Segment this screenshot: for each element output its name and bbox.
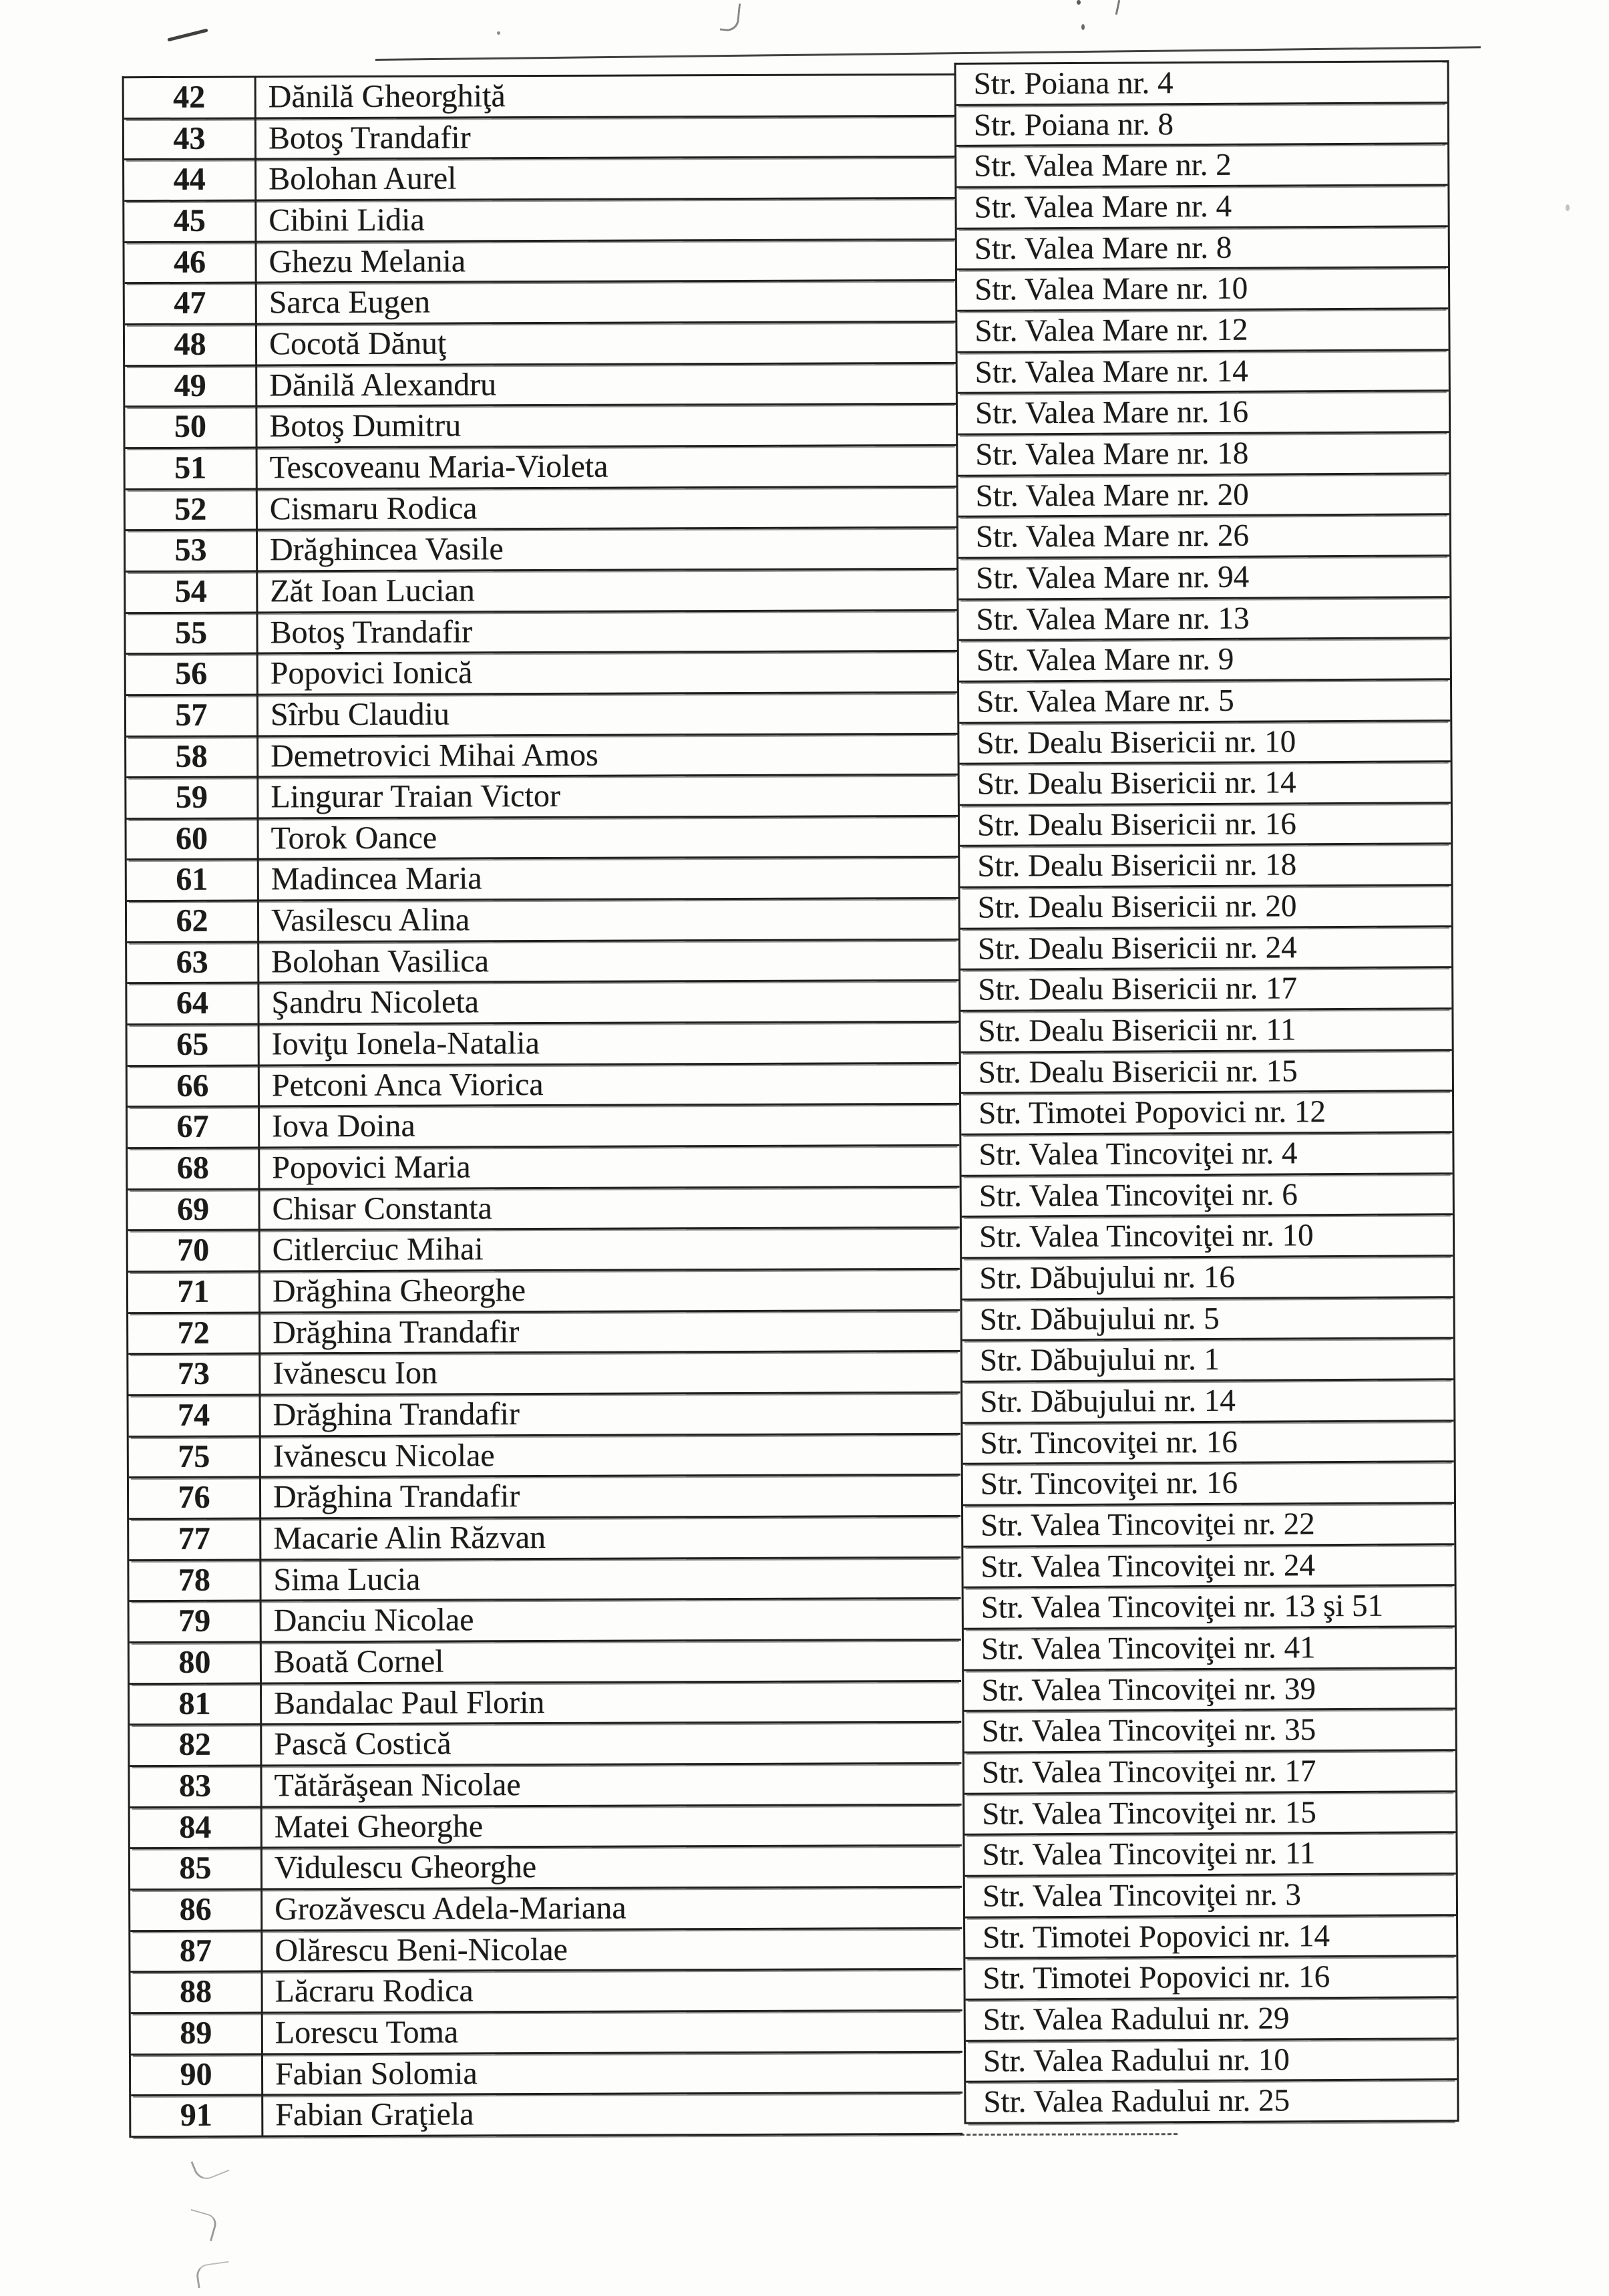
table-row: [130, 1929, 962, 1973]
person-address-cell: Str. Dealu Bisericii nr. 11: [978, 1012, 1296, 1049]
table-row-address: [959, 721, 1450, 765]
row-number-cell: 54: [126, 572, 258, 611]
person-address-cell: Str. Valea Mare nr. 16: [974, 394, 1249, 431]
table-row-address: [960, 762, 1451, 806]
table-row-address: [957, 269, 1448, 312]
scan-artifact-ghost-line: [375, 46, 1481, 61]
person-address-cell: Str. Tincoviţei nr. 16: [980, 1466, 1238, 1502]
scan-artifact-dot: [1081, 24, 1085, 30]
table-row-address: [958, 598, 1449, 641]
person-name-cell: Dănilă Gheorghiţă: [268, 78, 506, 115]
row-number-cell: 56: [126, 655, 258, 694]
person-name-cell: Ghezu Melania: [269, 243, 466, 280]
row-number-cell: 43: [124, 119, 256, 158]
row-number-cell: 57: [126, 695, 258, 735]
table-row-address: [958, 474, 1449, 518]
person-name-cell: Pască Costică: [274, 1726, 452, 1762]
table-row: [129, 1434, 960, 1478]
row-number-cell: 74: [129, 1396, 261, 1435]
person-name-cell: Bolohan Vasilica: [271, 943, 490, 980]
table-row-address: [958, 515, 1449, 558]
row-number-cell: 64: [127, 984, 259, 1023]
table-row-address: [961, 1133, 1452, 1176]
table-row: [126, 528, 957, 572]
table-row-address: [966, 1998, 1457, 2041]
table-row-address: [957, 309, 1448, 353]
person-address-cell: Str. Valea Mare nr. 94: [976, 559, 1250, 596]
scan-artifact-pencil-scribble: [190, 2150, 229, 2183]
scan-artifact-pencil-scribble: [184, 2209, 219, 2241]
person-address-cell: Str. Dăbujului nr. 14: [980, 1383, 1236, 1420]
person-address-cell: Str. Valea Tincoviţei nr. 6: [978, 1177, 1298, 1214]
person-name-cell: Lingurar Traian Victor: [271, 778, 560, 815]
row-number-cell: 68: [128, 1149, 260, 1188]
table-row: [126, 693, 958, 737]
row-number-cell: 70: [128, 1231, 260, 1271]
person-name-cell: Danciu Nicolae: [273, 1602, 474, 1639]
person-address-cell: Str. Valea Tincoviţei nr. 22: [980, 1506, 1315, 1543]
person-name-cell: Citlerciuc Mihai: [272, 1231, 484, 1268]
table-row: [124, 158, 956, 202]
table-row: [129, 1393, 960, 1438]
person-name-cell: Sima Lucia: [273, 1561, 421, 1598]
table-row: [125, 405, 956, 449]
person-name-cell: Madincea Maria: [271, 860, 482, 897]
person-name-cell: Lorescu Toma: [275, 2014, 459, 2051]
table-row-address: [957, 227, 1448, 271]
person-address-cell: Str. Tincoviţei nr. 16: [980, 1424, 1238, 1461]
person-address-cell: Str. Dăbujului nr. 1: [979, 1342, 1220, 1379]
row-number-cell: 62: [127, 902, 259, 941]
scan-artifact-dot: [1077, 0, 1081, 5]
table-row: [126, 570, 957, 614]
person-address-cell: Str. Timotei Popovici nr. 12: [978, 1094, 1326, 1132]
scan-artifact-tick: [1115, 0, 1121, 15]
table-row-address: [958, 433, 1449, 476]
roster-table-numbers-names: [122, 73, 963, 2138]
person-name-cell: Sîrbu Claudiu: [270, 696, 450, 733]
person-address-cell: Str. Timotei Popovici nr. 16: [982, 1959, 1330, 1996]
person-address-cell: Str. Valea Tincoviţei nr. 17: [981, 1754, 1316, 1790]
table-row-address: [966, 2039, 1457, 2083]
person-name-cell: Botoş Trandafir: [270, 613, 473, 650]
table-row: [127, 899, 958, 943]
table-row: [128, 1023, 959, 1067]
person-address-cell: Str. Dealu Bisericii nr. 17: [978, 971, 1298, 1008]
row-number-cell: 71: [128, 1273, 260, 1312]
person-name-cell: Drăghina Trandafir: [273, 1396, 520, 1433]
person-address-cell: Str. Dealu Bisericii nr. 10: [976, 723, 1296, 761]
table-row-address: [959, 680, 1450, 723]
person-address-cell: Str. Valea Tincoviţei nr. 10: [978, 1218, 1314, 1255]
person-address-cell: Str. Poiana nr. 4: [973, 65, 1174, 102]
person-address-cell: Str. Valea Mare nr. 18: [975, 436, 1249, 472]
table-row-address: [964, 1669, 1455, 1712]
person-address-cell: Str. Dealu Bisericii nr. 16: [976, 806, 1296, 843]
table-row: [131, 2094, 962, 2138]
table-row: [131, 1970, 962, 2014]
person-name-cell: Tătărăşean Nicolae: [274, 1767, 521, 1804]
table-row: [125, 363, 956, 407]
person-address-cell: Str. Valea Tincoviţei nr. 11: [982, 1836, 1316, 1872]
table-row: [124, 199, 956, 243]
person-address-cell: Str. Dealu Bisericii nr. 14: [976, 765, 1296, 802]
person-address-cell: Str. Valea Mare nr. 8: [974, 230, 1232, 267]
person-name-cell: Botoş Dumitru: [269, 407, 462, 444]
row-number-cell: 78: [129, 1561, 261, 1600]
person-name-cell: Botoş Trandafir: [268, 120, 471, 156]
row-number-cell: 61: [127, 860, 259, 900]
row-number-cell: 84: [130, 1808, 262, 1847]
table-row-address: [961, 1092, 1452, 1136]
person-name-cell: Drăghina Trandafir: [273, 1313, 520, 1351]
person-name-cell: Chisar Constanta: [272, 1190, 492, 1227]
row-number-cell: 66: [128, 1066, 260, 1106]
table-row-address: [959, 639, 1450, 682]
table-row: [129, 1476, 960, 1520]
person-address-cell: Str. Dealu Bisericii nr. 15: [978, 1053, 1298, 1090]
table-row: [126, 487, 957, 531]
person-name-cell: Zăt Ioan Lucian: [270, 572, 475, 609]
table-row: [128, 1228, 960, 1273]
row-number-cell: 47: [125, 284, 257, 323]
row-number-cell: 73: [128, 1355, 260, 1394]
table-row: [130, 1723, 961, 1767]
table-row: [130, 1681, 961, 1726]
table-row: [128, 1188, 959, 1232]
scan-artifact-dot: [1566, 204, 1570, 211]
person-name-cell: Petconi Anca Viorica: [271, 1066, 544, 1104]
table-row-address: [962, 1298, 1453, 1341]
table-row: [124, 75, 956, 120]
table-row-address: [965, 1957, 1456, 2000]
scan-artifact-dash: [167, 29, 208, 42]
table-row-address: [964, 1792, 1455, 1836]
person-name-cell: Fabian Solomia: [275, 2055, 478, 2092]
person-name-cell: Ivănescu Nicolae: [273, 1437, 495, 1474]
table-row: [126, 776, 958, 820]
person-name-cell: Ivănescu Ion: [273, 1355, 438, 1391]
person-address-cell: Str. Poiana nr. 8: [973, 106, 1174, 143]
scan-artifact-dashed-line: [960, 2133, 1178, 2136]
person-name-cell: Dănilă Alexandru: [269, 366, 497, 403]
row-number-cell: 49: [125, 366, 257, 405]
person-name-cell: Tescoveanu Maria-Violeta: [269, 448, 608, 486]
scan-artifact-hook-mark: [720, 2, 741, 33]
row-number-cell: 75: [129, 1437, 261, 1476]
person-name-cell: Sarca Eugen: [269, 284, 431, 321]
person-name-cell: Drăghina Gheorghe: [272, 1273, 526, 1309]
person-name-cell: Lăcraru Rodica: [275, 1973, 474, 2009]
table-row: [129, 1517, 960, 1561]
person-address-cell: Str. Dăbujului nr. 5: [979, 1301, 1220, 1337]
row-number-cell: 86: [130, 1890, 262, 1929]
person-address-cell: Str. Valea Tincoviţei nr. 15: [982, 1794, 1316, 1832]
table-row: [127, 858, 958, 902]
person-name-cell: Boată Cornel: [273, 1643, 444, 1680]
table-row-address: [962, 1216, 1453, 1259]
table-row-address: [964, 1709, 1455, 1753]
row-number-cell: 45: [124, 201, 256, 240]
person-address-cell: Str. Valea Mare nr. 12: [974, 312, 1248, 349]
person-name-cell: Olărescu Beni-Nicolae: [275, 1931, 568, 1968]
table-row-address: [964, 1751, 1455, 1794]
table-row: [128, 1146, 959, 1190]
person-address-cell: Str. Valea Mare nr. 26: [975, 518, 1250, 554]
person-address-cell: Str. Dealu Bisericii nr. 20: [977, 888, 1297, 925]
person-name-cell: Bandalac Paul Florin: [274, 1684, 545, 1721]
table-row: [125, 323, 956, 367]
table-row: [130, 1599, 961, 1643]
table-row-address: [964, 1833, 1455, 1876]
row-number-cell: 91: [131, 2096, 263, 2136]
table-row: [126, 652, 958, 696]
table-row: [127, 981, 958, 1025]
person-address-cell: Str. Valea Mare nr. 13: [976, 601, 1250, 637]
table-row: [131, 2052, 962, 2096]
table-row: [130, 1805, 962, 1849]
person-name-cell: Macarie Alin Răzvan: [273, 1519, 546, 1556]
person-address-cell: Str. Valea Tincoviţei nr. 24: [980, 1547, 1316, 1585]
table-row-address: [960, 927, 1451, 971]
person-address-cell: Str. Valea Mare nr. 20: [975, 477, 1249, 514]
table-row-address: [960, 804, 1451, 847]
person-address-cell: Str. Dealu Bisericii nr. 24: [977, 930, 1297, 967]
table-row: [128, 1311, 960, 1355]
person-name-cell: Popovici Maria: [272, 1149, 471, 1186]
table-row: [131, 2011, 962, 2056]
table-row: [126, 611, 957, 655]
person-name-cell: Fabian Graţiela: [275, 2096, 474, 2133]
table-row: [130, 1888, 962, 1932]
scan-artifact-pencil-scribble: [195, 2261, 232, 2289]
table-row-address: [960, 845, 1451, 888]
person-name-cell: Şandru Nicoleta: [271, 984, 480, 1021]
table-row-address: [963, 1463, 1454, 1506]
table-row-address: [962, 1257, 1453, 1300]
person-address-cell: Str. Valea Tincoviţei nr. 35: [981, 1712, 1316, 1749]
table-row-address: [963, 1545, 1454, 1589]
row-number-cell: 50: [125, 407, 257, 447]
person-name-cell: Cocotă Dănuţ: [269, 325, 447, 362]
person-name-cell: Demetrovici Mihai Amos: [271, 737, 598, 774]
table-row-address: [962, 1380, 1453, 1424]
person-address-cell: Str. Valea Radului nr. 25: [983, 2083, 1290, 2120]
row-number-cell: 72: [128, 1313, 260, 1353]
row-number-cell: 65: [128, 1025, 260, 1065]
table-row-address: [956, 186, 1447, 229]
row-number-cell: 89: [131, 2013, 263, 2053]
person-address-cell: Str. Valea Tincoviţei nr. 4: [978, 1136, 1298, 1172]
person-name-cell: Cismaru Rodica: [269, 490, 478, 526]
row-number-cell: 58: [126, 737, 258, 776]
person-name-cell: Drăghina Trandafir: [273, 1478, 520, 1515]
person-name-cell: Bolohan Aurel: [269, 160, 457, 197]
person-address-cell: Str. Valea Mare nr. 10: [974, 271, 1248, 307]
row-number-cell: 80: [130, 1643, 262, 1682]
table-row: [130, 1641, 961, 1685]
table-row-address: [965, 1874, 1456, 1918]
table-row-address: [964, 1586, 1455, 1629]
row-number-cell: 82: [130, 1726, 262, 1765]
table-row: [125, 281, 956, 325]
person-address-cell: Str. Valea Mare nr. 9: [976, 641, 1234, 678]
table-row: [130, 1846, 962, 1891]
person-address-cell: Str. Dealu Bisericii nr. 18: [977, 847, 1297, 884]
table-row: [127, 941, 958, 985]
person-name-cell: Iova Doina: [272, 1108, 415, 1144]
table-row-address: [956, 62, 1447, 106]
table-row: [129, 1558, 960, 1602]
person-address-cell: Str. Valea Mare nr. 5: [976, 683, 1234, 719]
row-number-cell: 53: [126, 531, 258, 570]
person-address-cell: Str. Valea Mare nr. 2: [974, 148, 1232, 184]
table-row-address: [966, 2080, 1457, 2124]
table-row: [127, 817, 958, 861]
row-number-cell: 59: [126, 778, 258, 818]
person-address-cell: Str. Valea Tincoviţei nr. 39: [981, 1671, 1316, 1708]
table-row-address: [956, 145, 1447, 188]
table-row: [128, 1064, 959, 1108]
table-row-address: [956, 104, 1447, 147]
row-number-cell: 87: [130, 1931, 262, 1971]
table-row-address: [958, 351, 1449, 394]
row-number-cell: 79: [130, 1602, 262, 1641]
person-name-cell: Drăghincea Vasile: [270, 531, 504, 568]
person-address-cell: Str. Valea Tincoviţei nr. 13 şi 51: [980, 1588, 1384, 1625]
person-name-cell: Vidulescu Gheorghe: [274, 1849, 537, 1886]
row-number-cell: 52: [126, 490, 258, 529]
table-row-address: [961, 1051, 1452, 1094]
row-number-cell: 42: [124, 77, 256, 117]
table-row-address: [965, 1916, 1456, 1959]
row-number-cell: 77: [129, 1519, 261, 1559]
table-row-address: [963, 1504, 1454, 1547]
row-number-cell: 48: [125, 325, 257, 364]
person-address-cell: Str. Valea Radului nr. 10: [982, 2041, 1290, 2079]
row-number-cell: 60: [127, 819, 259, 858]
table-row: [128, 1352, 960, 1396]
row-number-cell: 81: [130, 1684, 262, 1724]
row-number-cell: 69: [128, 1190, 260, 1229]
person-address-cell: Str. Valea Tincoviţei nr. 3: [982, 1877, 1301, 1914]
person-name-cell: Matei Gheorghe: [274, 1808, 484, 1844]
person-address-cell: Str. Timotei Popovici nr. 14: [982, 1918, 1330, 1955]
person-name-cell: Vasilescu Alina: [271, 902, 470, 939]
person-address-cell: Str. Valea Radului nr. 29: [982, 2001, 1290, 2037]
table-row: [126, 446, 957, 490]
person-address-cell: Str. Valea Tincoviţei nr. 41: [980, 1630, 1316, 1667]
table-row: [128, 1270, 960, 1314]
table-row-address: [960, 1009, 1451, 1053]
table-row: [124, 240, 956, 284]
table-row: [124, 116, 956, 160]
table-row-address: [960, 969, 1451, 1012]
person-address-cell: Str. Valea Mare nr. 14: [974, 353, 1248, 390]
row-number-cell: 88: [131, 1973, 263, 2012]
person-name-cell: Popovici Ionică: [270, 655, 473, 691]
person-name-cell: Grozăvescu Adela-Mariana: [275, 1890, 627, 1927]
row-number-cell: 51: [126, 448, 258, 488]
table-row: [128, 1105, 959, 1149]
row-number-cell: 63: [127, 943, 259, 982]
person-name-cell: Ioviţu Ionela-Natalia: [271, 1025, 540, 1062]
table-row: [126, 734, 958, 778]
row-number-cell: 67: [128, 1108, 260, 1147]
person-address-cell: Str. Valea Mare nr. 4: [974, 188, 1232, 225]
table-row-address: [962, 1174, 1453, 1218]
table-row-address: [960, 886, 1451, 929]
person-name-cell: Torok Oance: [271, 820, 437, 856]
table-row-address: [962, 1339, 1453, 1383]
row-number-cell: 90: [131, 2055, 263, 2094]
table-row-address: [958, 556, 1449, 600]
row-number-cell: 44: [124, 160, 256, 200]
person-name-cell: Cibini Lidia: [269, 202, 425, 238]
table-row: [130, 1764, 961, 1808]
table-row-address: [958, 391, 1449, 435]
row-number-cell: 83: [130, 1766, 262, 1806]
table-row-address: [962, 1422, 1453, 1465]
row-number-cell: 55: [126, 613, 258, 653]
table-row-address: [964, 1627, 1455, 1671]
row-number-cell: 85: [130, 1849, 262, 1889]
roster-table-addresses: [954, 60, 1459, 2124]
row-number-cell: 76: [129, 1478, 261, 1518]
scan-artifact-dot: [497, 31, 500, 35]
person-address-cell: Str. Dăbujului nr. 16: [979, 1259, 1236, 1296]
row-number-cell: 46: [124, 242, 256, 282]
